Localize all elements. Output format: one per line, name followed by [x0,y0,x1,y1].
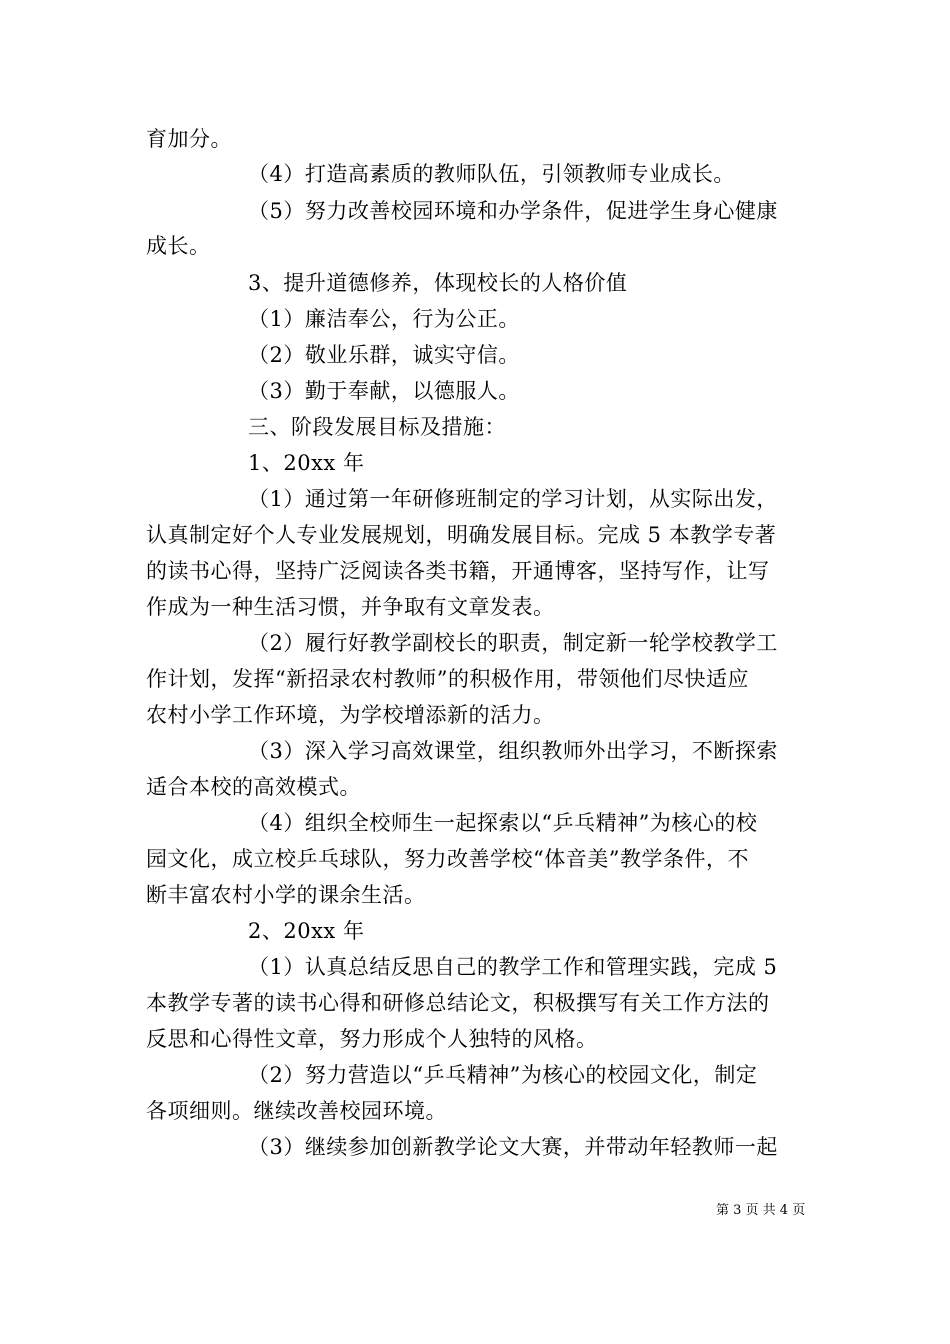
text-line: （1）通过第一年研修班制定的学习计划，从实际出发， [248,487,778,511]
text-line: 作计划，发挥“新招录农村教师”的积极作用，带领他们尽快适应 [146,667,749,691]
text-line: 认真制定好个人专业发展规划，明确发展目标。完成 5 本教学专著 [146,523,777,547]
text-line: （3）勤于奉献，以德服人。 [248,379,520,403]
text-line: 农村小学工作环境，为学校增添新的活力。 [146,703,555,727]
text-line: 本教学专著的读书心得和研修总结论文，积极撰写有关工作方法的 [146,991,770,1015]
text-line: （4）打造高素质的教师队伍，引领教师专业成长。 [248,162,735,186]
text-line: 成长。 [146,234,211,258]
subsection-heading: 2、20xx 年 [248,919,365,943]
text-line: 的读书心得，坚持广泛阅读各类书籍，开通博客，坚持写作，让写 [146,559,770,583]
text-line: （3）深入学习高效课堂，组织教师外出学习，不断探索 [248,739,778,763]
text-line: 适合本校的高效模式。 [146,775,361,799]
text-line: 各项细则。继续改善校园环境。 [146,1099,447,1123]
text-line: 3、提升道德修养，体现校长的人格价值 [248,271,628,295]
text-line: 育加分。 [146,127,232,151]
text-line: （5）努力改善校园环境和办学条件，促进学生身心健康 [248,199,778,223]
section-heading: 三、阶段发展目标及措施： [248,415,506,439]
subsection-heading: 1、20xx 年 [248,451,365,475]
text-line: 断丰富农村小学的课余生活。 [146,883,426,907]
text-line: （2）敬业乐群，诚实守信。 [248,343,520,367]
text-line: （1）廉洁奉公，行为公正。 [248,307,520,331]
page-number-footer: 第 3 页 共 4 页 [716,1203,806,1218]
text-line: （4）组织全校师生一起探索以“乒乓精神”为核心的校 [248,811,758,835]
text-line: 作成为一种生活习惯，并争取有文章发表。 [146,595,555,619]
text-line: （2）履行好教学副校长的职责，制定新一轮学校教学工 [248,631,778,655]
text-line: （1）认真总结反思自己的教学工作和管理实践，完成 5 [248,955,778,979]
text-line: 园文化，成立校乒乓球队，努力改善学校“体音美”教学条件，不 [146,847,749,871]
text-line: 反思和心得性文章，努力形成个人独特的风格。 [146,1027,598,1051]
text-line: （3）继续参加创新教学论文大赛，并带动年轻教师一起 [248,1135,778,1159]
text-line: （2）努力营造以“乒乓精神”为核心的校园文化，制定 [248,1063,758,1087]
